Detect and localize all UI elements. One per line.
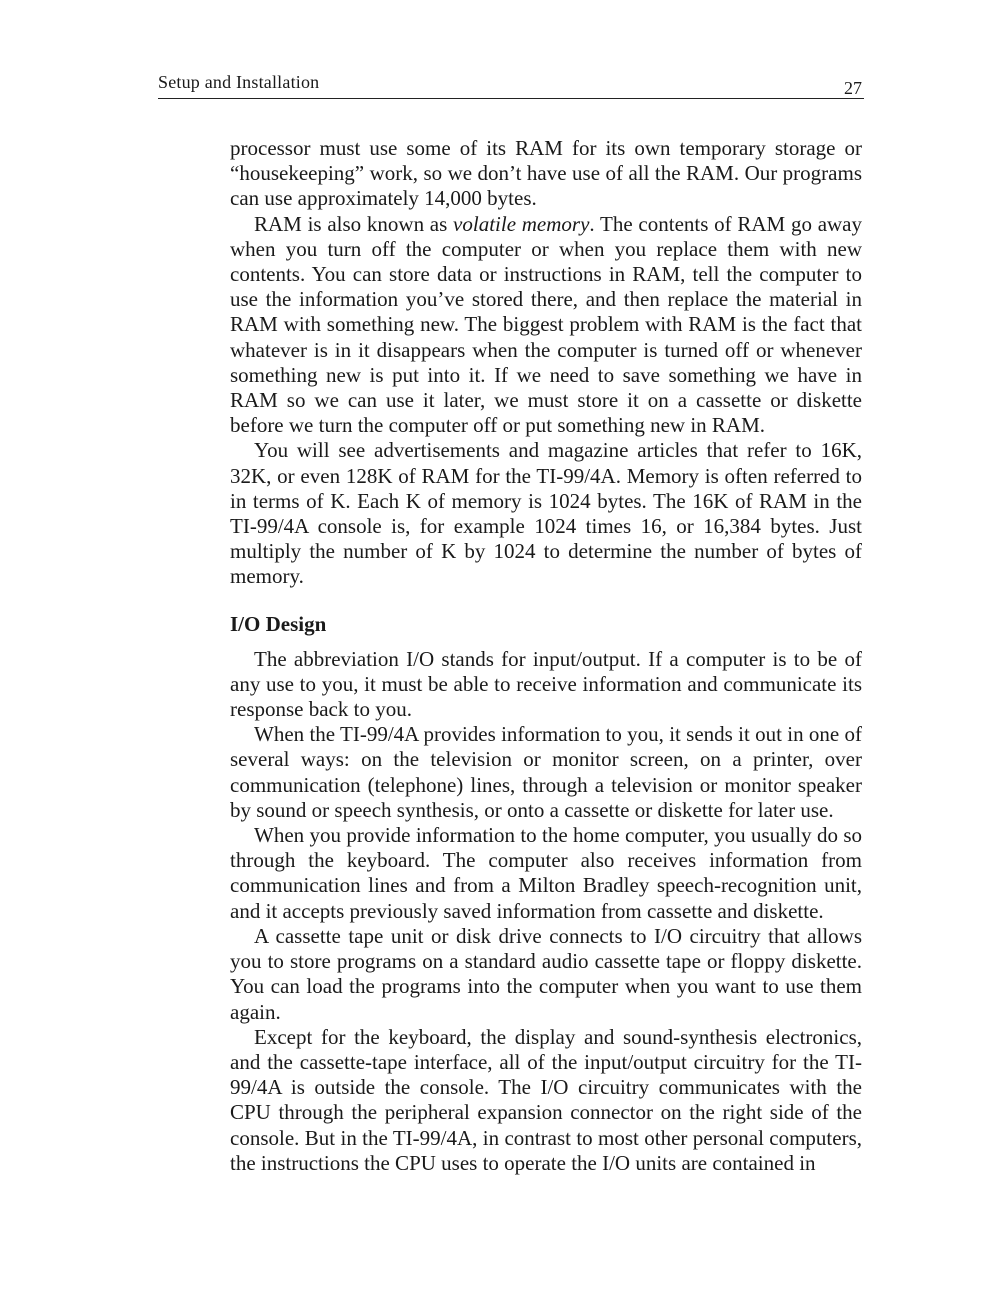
page-header bbox=[158, 70, 864, 99]
running-head: Setup and Installation bbox=[158, 72, 320, 92]
paragraph-rest: . The contents of RAM go away when you turn off the computer or when you replace them with new contents. You can store data or instructions in RAM, tell the computer to use the information you’ve stored there, and then replace the material in RAM with something new. The biggest problem with RAM is the fact that whatever is in it disappears when the computer is turned off or whenever something new is put into it. If we need to save something we have in RAM so we can use it later, we must store it on a cassette or diskette before we turn the computer off or put something new in RAM. bbox=[230, 211, 863, 438]
paragraph-io-circuitry: Except for the keyboard, the display and sound-synthesis electronics, and the cassette-tape interface, all of the input/output circuitry for the TI-99/4A is outside the console. The I/O circuitry communicates with the CPU through the peripheral expansion connector on the right side of the console. But in the TI-99/4A, in contrast to most other personal computers, the instructions the CPU uses to operate the I/O units are contained in bbox=[230, 1024, 862, 1175]
paragraph-io-output: When the TI-99/4A provides information to you, it sends it out in one of several ways: on the television or monitor screen, on a printer, over communication (telephone) lines, through a television or monitor speaker by sound or speech synthesis, or onto a cassette or diskette for later use. bbox=[230, 722, 862, 822]
paragraph-ram-size: You will see advertisements and magazine articles that refer to 16K, 32K, or even 128K of RAM for the TI-99/4A. Memory is often referred to in terms of K. Each K of memory is 1024 bytes. The 16K of RAM in the TI-99/4A console is, for example 1024 times 16, or 16,384 bytes. Just multiply the number of K by 1024 to determine the number of bytes of memory. bbox=[230, 438, 862, 589]
paragraph-lead: RAM is also known as bbox=[254, 211, 454, 236]
paragraph-io-input: When you provide information to the home computer, you usually do so through the keyboard. The computer also receives information from communication lines and from a Milton Bradley speech-recognition unit, and it accepts previously saved information from cassette and diskette. bbox=[230, 823, 862, 923]
emphasis-term: volatile memory bbox=[453, 211, 590, 236]
paragraph-continued: processor must use some of its RAM for its own temporary storage or “housekeeping” work, so we don’t have use of all the RAM. Our programs can use approximately 14,000 bytes. bbox=[230, 136, 862, 211]
section-heading: I/O Design bbox=[230, 611, 327, 636]
body-text bbox=[230, 136, 862, 1176]
paragraph-volatile-memory bbox=[230, 212, 862, 439]
paragraph-io-storage: A cassette tape unit or disk drive connects to I/O circuitry that allows you to store programs on a standard audio cassette tape or floppy diskette. You can load the programs into the computer when you want to use them again. bbox=[230, 923, 862, 1024]
page-number: 27 bbox=[844, 78, 862, 98]
paragraph-io-definition: The abbreviation I/O stands for input/output. If a computer is to be of any use to you, it must be able to receive information and communicate its response back to you. bbox=[230, 646, 862, 722]
